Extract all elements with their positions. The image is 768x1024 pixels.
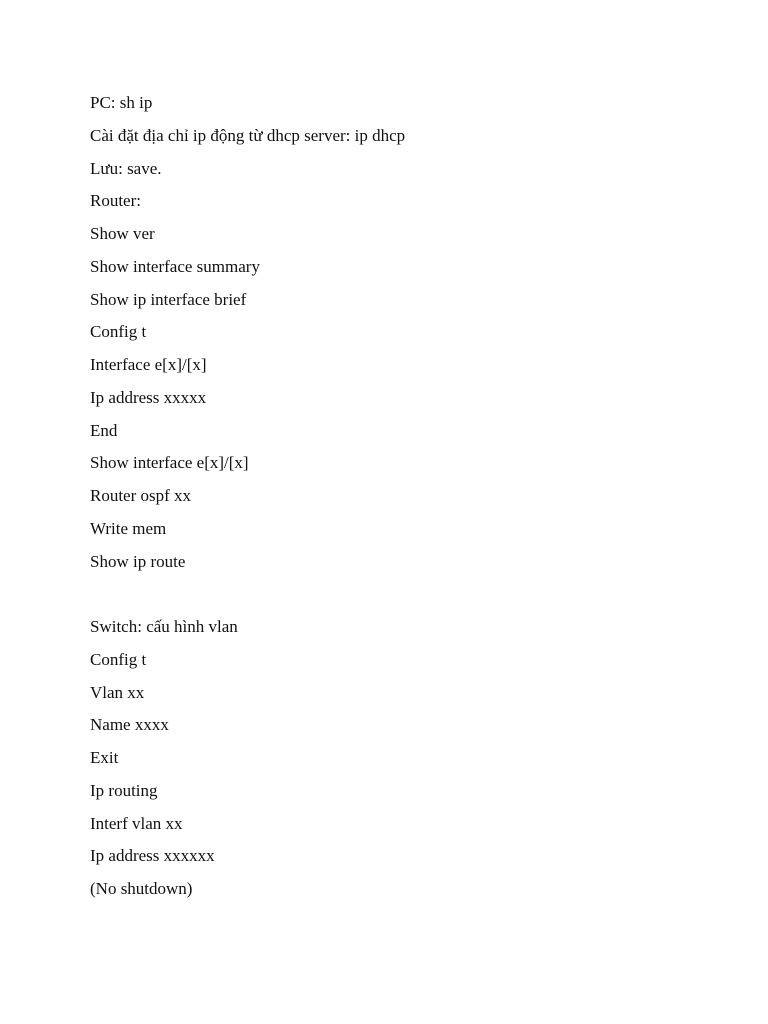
router-line-ip-address: Ip address xxxxx [90, 387, 207, 407]
switch-line-config-t: Config t [90, 649, 147, 669]
router-line-router-ospf: Router ospf xx [90, 486, 192, 505]
router-line-config-t: Config t [90, 322, 147, 342]
switch-line-no-shutdown: (No shutdown) [90, 879, 193, 898]
router-line-show-ip-route: Show ip route [90, 551, 186, 571]
pc-line-show-ip: PC: sh ip [90, 93, 153, 112]
switch-line-ip-address: Ip address xxxxxx [90, 846, 215, 866]
pc-line-save: Lưu: save. [90, 158, 162, 178]
router-section [90, 189, 730, 582]
router-line-end: End [90, 420, 118, 440]
pc-line-dhcp: Cài đặt địa chỉ ip động từ dhcp server: ip dhcp [90, 125, 406, 145]
switch-line-ip-routing: Ip routing [90, 780, 158, 800]
router-line-interface: Interface e[x]/[x] [90, 355, 207, 374]
switch-heading: Switch: cấu hình vlan [90, 617, 238, 636]
switch-line-exit: Exit [90, 748, 119, 767]
section-spacer [90, 582, 730, 615]
switch-line-name: Name xxxx [90, 715, 169, 735]
pc-section [90, 91, 730, 189]
switch-section [90, 615, 730, 910]
router-line-show-ver: Show ver [90, 224, 155, 243]
router-line-show-interface-summary: Show interface summary [90, 256, 260, 276]
router-line-show-interface: Show interface e[x]/[x] [90, 453, 249, 473]
router-line-show-ip-interface-brief: Show ip interface brief [90, 289, 247, 309]
router-line-write-mem: Write mem [90, 518, 167, 538]
router-heading: Router: [90, 191, 141, 211]
switch-line-interf-vlan: Interf vlan xx [90, 813, 183, 833]
document-body [90, 91, 730, 910]
switch-line-vlan: Vlan xx [90, 682, 145, 702]
